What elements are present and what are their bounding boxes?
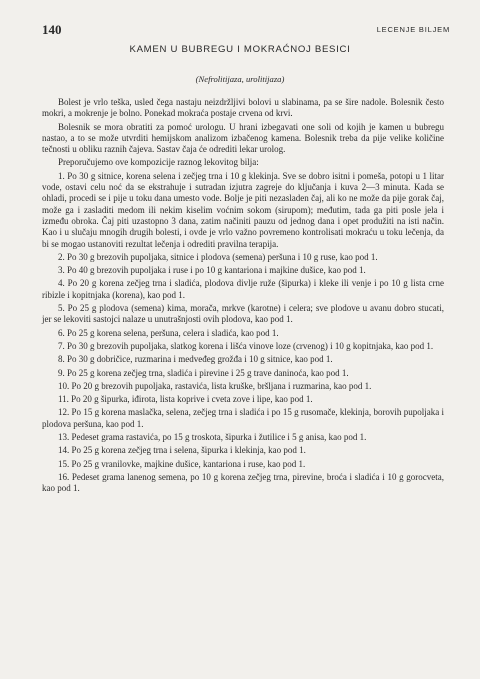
page-header <box>42 22 450 36</box>
recipe-item: 10. Po 20 g brezovih pupoljaka, rastavića, lista kruške, bršljana i ruzmarina, kao pod 1. <box>58 380 372 391</box>
section-subtitle: (Nefrolitijaza, urolitijaza) <box>195 74 285 84</box>
recipe-item: 12. Po 15 g korena maslačka, selena, zečjeg trna i sladića i po 15 g rusomače, klekinja, borovih pupoljaka i plodova peršuna, kao pod 1. <box>42 407 444 429</box>
recipe-item: 3. Po 40 g brezovih pupoljaka i ruse i po 10 g kantariona i majkine dušice, kao pod 1. <box>58 265 366 276</box>
recipe-item: 16. Pedeset grama lanenog semena, po 10 g korena zečjeg trna, pirevine, broća i sladića i 10 g gorocveta, kao pod 1. <box>42 471 444 494</box>
running-title: LECENJE BILJEM <box>376 25 450 34</box>
recipe-item: 7. Po 30 g brezovih pupoljaka, slatkog korena i lišća vinove loze (crvenog) i 10 g kopitnjaka, kao pod 1. <box>58 340 434 351</box>
recipe-item: 15. Po 25 g vranilovke, majkine dušice, kantariona i ruse, kao pod 1. <box>58 458 306 469</box>
page-number: 140 <box>42 22 62 37</box>
paragraph: Bolesnik se mora obratiti za pomoć urologu. U hrani izbegavati one soli od kojih je kamen u bubregu nastao, a to se može utvrditi hemijskom analizom izbačenog kamena. Bolesnik treba da pije velike količine tečnosti u obliku raznih čajeva. Sastav čaja će odrediti lekar urolog. <box>42 121 444 155</box>
recipe-item: 9. Po 25 g korena zečjeg trna, sladića i pirevine i 25 g trave daninoća, kao pod 1. <box>58 367 349 378</box>
section-body <box>42 97 444 497</box>
recipe-item: 8. Po 30 g dobričice, ruzmarina i medveđeg grožđa i 10 g sitnice, kao pod 1. <box>58 354 333 365</box>
recipe-item: 13. Pedeset grama rastavića, po 15 g troskota, šipurka i žutilice i 5 g anisa, kao pod 1. <box>58 432 367 443</box>
section-title: KAMEN U BUBREGU I MOKRAĆNOJ BESICI <box>129 44 351 55</box>
recipe-item: 5. Po 25 g plodova (semena) kima, morača, mrkve (karotne) i celera; sve plodove u avanu dobro stucati, jer se lekoviti sastojci nalaze u unutrašnjosti ovih plodova, kao pod 1. <box>42 303 444 325</box>
recipe-item: 1. Po 30 g sitnice, korena selena i zečjeg trna i 10 g klekinja. Sve se dobro isitni i pomeša, potopi u 1 litar vode, ostavi celu noć da se ekstrahuje i sutradan izjutra zagreje do ključanja i kuva 2—3 minuta. Kada se ohladi, procedi se i pije u toku dana umesto vode. Bolje je piti nezasladen čaj, ali ko ne može da pije gorak čaj, može ga i zasladiti medom ili nekim kiselim voćnim sokom (sirupom); međutim, tada ga piti posle jela i između obroka. Čaj piti uzastopno 3 dana, zatim načiniti pauzu od jednog dana i opet produžiti na isti način. Kao i u slučaju mnogih drugih bolesti, i ovde je vrlo važno povremeno kontrolisati mokraću u toku lečenja, da bi se mogao ustanoviti rezultat lečenja i odrediti pravilna terapija. <box>42 170 444 249</box>
paragraph: Bolest je vrlo teška, usled čega nastaju neizdržljivi bolovi u slabinama, pa se šire nadole. Bolesnik često mokri, a mokrenje je bolno. Ponekad mokraća postaje crvena od krvi. <box>42 97 444 119</box>
recipe-item: 14. Po 25 g korena zečjeg trna i selena, šipurka i klekinja, kao pod 1. <box>58 445 306 456</box>
recipe-item: 6. Po 25 g korena selena, peršuna, celera i sladića, kao pod 1. <box>58 327 279 338</box>
recipe-item: 11. Po 20 g šipurka, iđirota, lista koprive i cveta zove i lipe, kao pod 1. <box>58 394 313 405</box>
paragraph: Preporučujemo ove kompozicije raznog lekovitog bilja: <box>58 157 259 168</box>
recipe-item: 2. Po 30 g brezovih pupoljaka, sitnice i plodova (semena) peršuna i 10 g ruse, kao pod 1. <box>58 251 378 262</box>
recipe-item: 4. Po 20 g korena zečjeg trna i sladića, plodova divlje ruže (šipurka) i kleke ili venje i po 10 g lista crne ribizle i kopitnjaka (korena), kao pod 1. <box>42 278 444 300</box>
